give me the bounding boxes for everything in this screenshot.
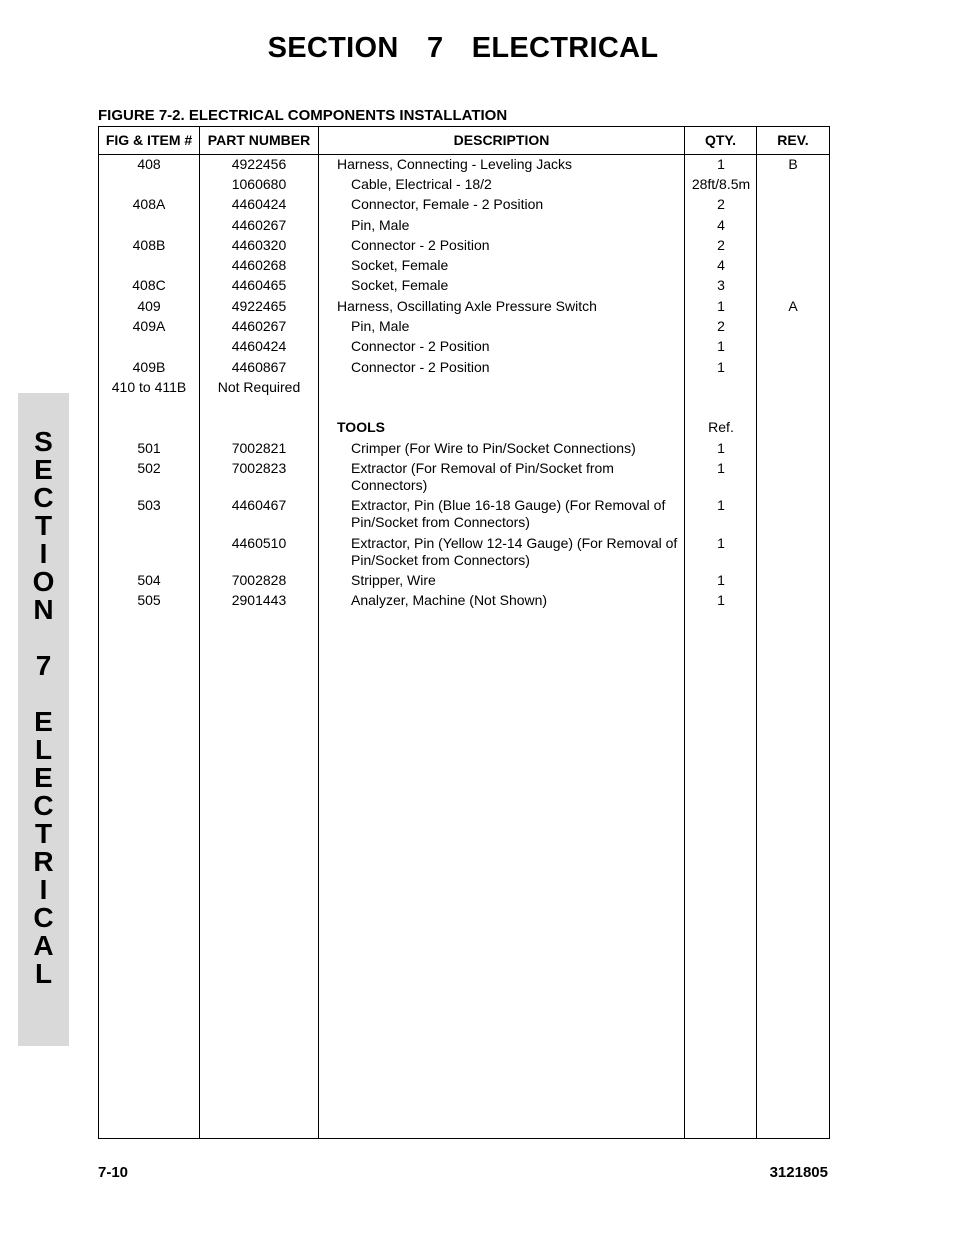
- row-part-number: 4460867: [231, 359, 287, 375]
- row-fig-item: 408B: [132, 237, 166, 253]
- row-fig-item: 410 to 411B: [111, 379, 187, 395]
- side-tab-letter: L: [34, 734, 53, 765]
- row-qty: 1: [717, 440, 725, 456]
- row-fig-item: 409: [137, 298, 161, 314]
- side-tab-letter: I: [39, 538, 48, 569]
- row-description: Harness, Oscillating Axle Pressure Switch: [337, 298, 597, 314]
- row-description: Pin, Male: [351, 217, 410, 233]
- row-part-number: 4922456: [231, 156, 287, 172]
- row-fig-item: 408: [137, 156, 161, 172]
- row-fig-item: 408C: [132, 277, 166, 293]
- row-description: Connector - 2 Position: [351, 237, 490, 253]
- row-description: Connector, Female - 2 Position: [351, 196, 544, 212]
- row-qty: 2: [717, 237, 725, 253]
- row-qty: 1: [717, 460, 725, 476]
- row-qty: Ref.: [708, 419, 734, 435]
- column-divider: [318, 127, 319, 1138]
- side-tab-letter: I: [39, 874, 48, 905]
- row-qty: 1: [717, 298, 725, 314]
- side-tab-letter: R: [33, 846, 54, 877]
- parts-table: [98, 126, 830, 1139]
- row-qty: 1: [717, 156, 725, 172]
- row-description: Cable, Electrical - 18/2: [351, 176, 492, 192]
- side-tab-letter: C: [33, 902, 54, 933]
- row-fig-item: 409A: [132, 318, 166, 334]
- figure-title: FIGURE 7-2. ELECTRICAL COMPONENTS INSTALLATION: [98, 107, 508, 124]
- row-part-number: 7002823: [231, 460, 287, 476]
- column-header-description: DESCRIPTION: [453, 132, 550, 148]
- row-qty: 1: [717, 338, 725, 354]
- row-part-number: 4460510: [231, 535, 287, 551]
- side-tab-letter: E: [34, 454, 53, 485]
- row-qty: 1: [717, 535, 725, 551]
- row-qty: 2: [717, 196, 725, 212]
- section-side-tab: [18, 393, 69, 1046]
- row-description: Harness, Connecting - Leveling Jacks: [337, 156, 573, 172]
- row-part-number: 4922465: [231, 298, 287, 314]
- row-fig-item: 503: [137, 497, 161, 513]
- row-fig-item: 501: [137, 440, 161, 456]
- row-description: Extractor, Pin (Yellow 12-14 Gauge) (For Removal of Pin/Socket from Connectors): [351, 535, 678, 568]
- row-part-number: 4460424: [231, 338, 287, 354]
- row-qty: 1: [717, 359, 725, 375]
- section-title: SECTION 7 ELECTRICAL: [267, 32, 659, 64]
- row-fig-item: 505: [137, 592, 161, 608]
- row-part-number: 1060680: [231, 176, 287, 192]
- side-tab-letter: C: [33, 790, 54, 821]
- row-qty: 28ft/8.5m: [691, 176, 751, 192]
- row-part-number: 4460267: [231, 217, 287, 233]
- row-description: Crimper (For Wire to Pin/Socket Connections): [351, 440, 636, 456]
- side-tab-letter: T: [34, 818, 53, 849]
- column-header-qty: QTY.: [704, 132, 737, 148]
- row-description: Analyzer, Machine (Not Shown): [351, 592, 548, 608]
- page-number: 7-10: [98, 1164, 129, 1181]
- row-qty: 1: [717, 497, 725, 513]
- column-header-part-number: PART NUMBER: [207, 132, 311, 148]
- row-qty: 3: [717, 277, 725, 293]
- row-part-number: 4460268: [231, 257, 287, 273]
- row-rev: A: [788, 298, 798, 314]
- row-qty: 4: [717, 257, 725, 273]
- row-description: Pin, Male: [351, 318, 410, 334]
- side-tab-letter: 7: [35, 650, 52, 681]
- row-part-number: 7002821: [231, 440, 287, 456]
- row-fig-item: 502: [137, 460, 161, 476]
- side-tab-letter: [18, 680, 69, 708]
- row-qty: 4: [717, 217, 725, 233]
- side-tab-letter: L: [34, 958, 53, 989]
- row-description: Connector - 2 Position: [351, 359, 490, 375]
- side-tab-letter: C: [33, 482, 54, 513]
- side-tab-letters: [18, 428, 69, 988]
- column-header-fig-item: FIG & ITEM #: [105, 132, 193, 148]
- row-description: Socket, Female: [351, 277, 449, 293]
- row-fig-item: 409B: [132, 359, 166, 375]
- column-header-rev: REV.: [777, 132, 809, 148]
- side-tab-letter: S: [34, 426, 53, 457]
- row-description: Extractor (For Removal of Pin/Socket from Connectors): [351, 460, 614, 493]
- row-part-number: 4460424: [231, 196, 287, 212]
- side-tab-letter: E: [34, 762, 53, 793]
- row-qty: 1: [717, 592, 725, 608]
- side-tab-letter: O: [32, 566, 55, 597]
- row-description: Stripper, Wire: [351, 572, 436, 588]
- row-part-number: 4460267: [231, 318, 287, 334]
- row-qty: 2: [717, 318, 725, 334]
- row-description: Socket, Female: [351, 257, 449, 273]
- row-part-number: 4460465: [231, 277, 287, 293]
- row-qty: 1: [717, 572, 725, 588]
- document-number: 3121805: [769, 1164, 828, 1181]
- row-part-number: 7002828: [231, 572, 287, 588]
- row-description: Extractor, Pin (Blue 16-18 Gauge) (For Removal of Pin/Socket from Connectors): [351, 497, 666, 530]
- header-divider: [99, 154, 829, 155]
- row-description: Connector - 2 Position: [351, 338, 490, 354]
- side-tab-letter: T: [34, 510, 53, 541]
- row-part-number: Not Required: [217, 379, 301, 395]
- row-rev: B: [788, 156, 798, 172]
- column-divider: [756, 127, 757, 1138]
- side-tab-letter: E: [34, 706, 53, 737]
- row-description: TOOLS: [337, 419, 385, 435]
- row-part-number: 4460467: [231, 497, 287, 513]
- side-tab-letter: A: [33, 930, 54, 961]
- row-part-number: 2901443: [231, 592, 287, 608]
- row-fig-item: 504: [137, 572, 161, 588]
- side-tab-letter: N: [33, 594, 54, 625]
- row-fig-item: 408A: [132, 196, 166, 212]
- side-tab-letter: [18, 624, 69, 652]
- row-part-number: 4460320: [231, 237, 287, 253]
